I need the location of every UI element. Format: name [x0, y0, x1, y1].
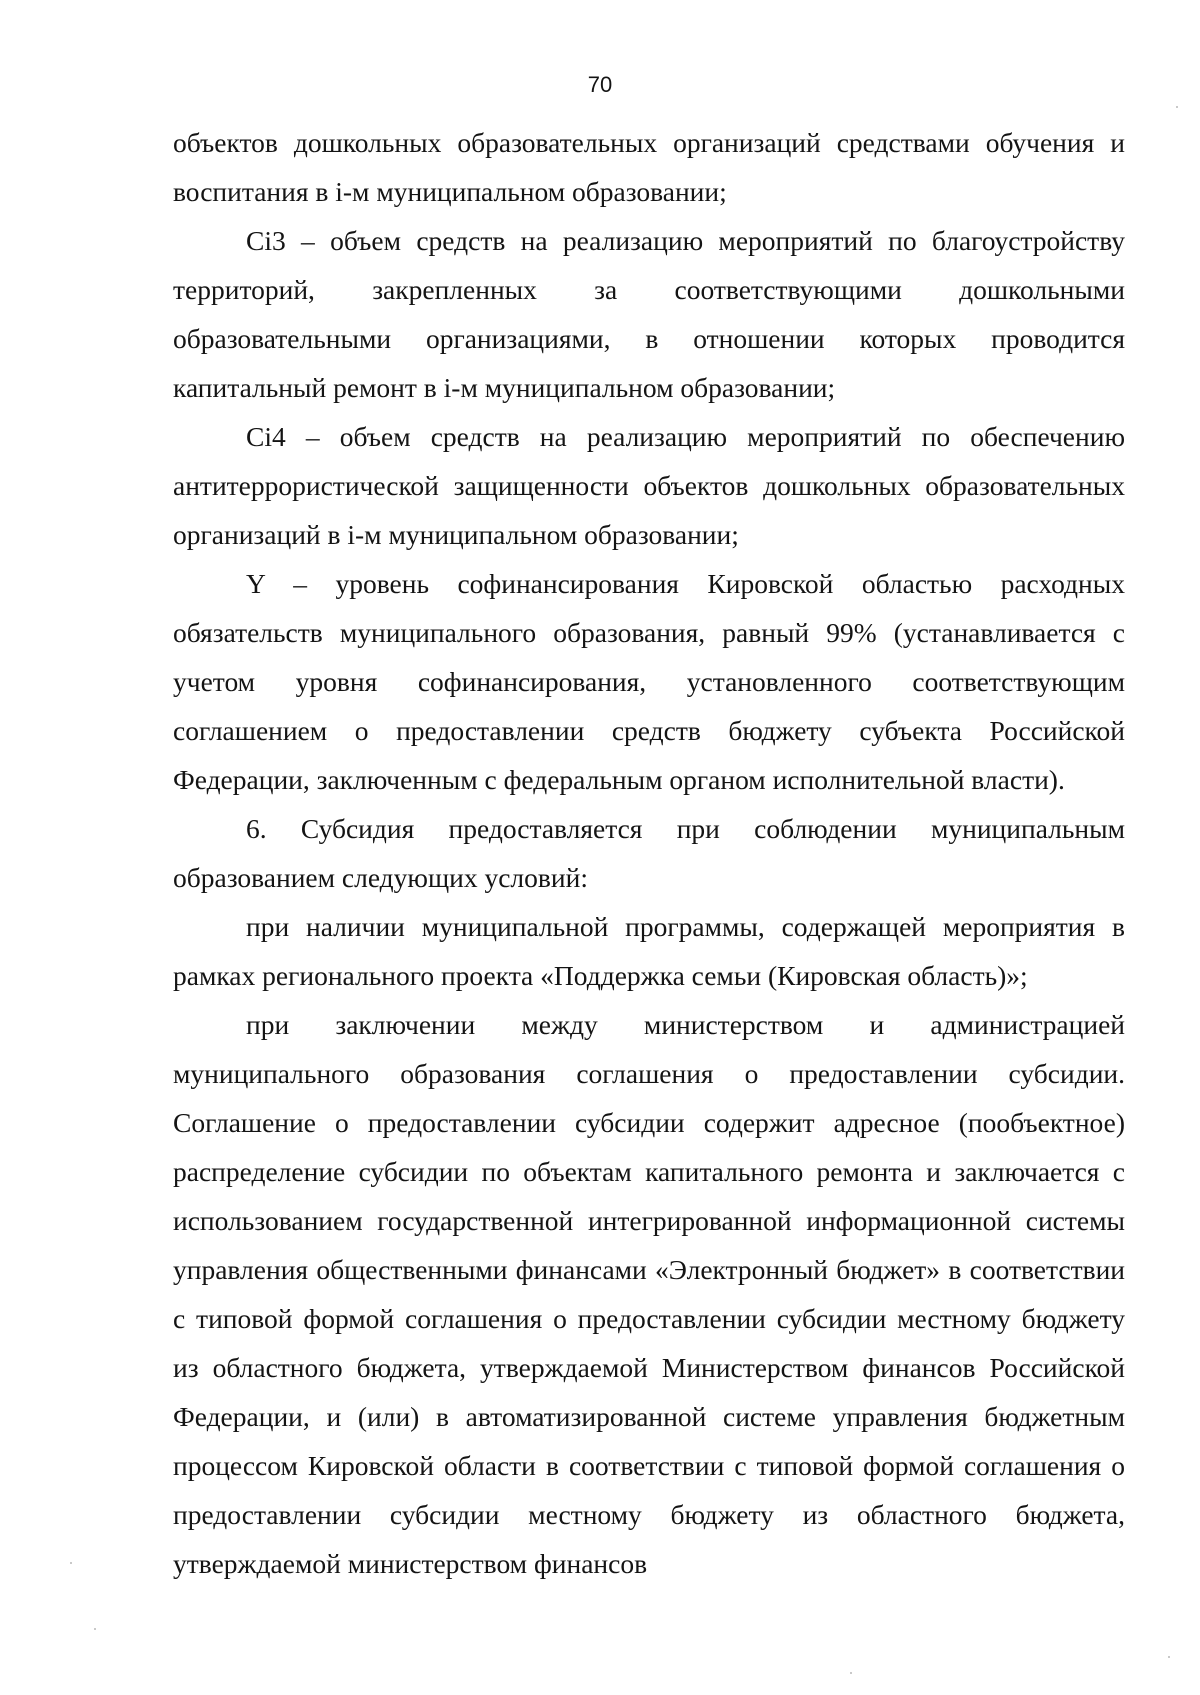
page-number: 70 — [587, 72, 613, 97]
scan-speck — [850, 1672, 852, 1674]
body-text — [173, 118, 1125, 1588]
paragraph-condition-program: при наличии муниципальной программы, содержащей мероприятия в рамках регионального проекта «Поддержка семьи (Кировская область)»; — [173, 911, 1125, 991]
scan-speck — [1168, 1656, 1170, 1658]
scan-speck — [1176, 106, 1178, 108]
paragraph-section-6: 6. Субсидия предоставляется при соблюдении муниципальным образованием следующих условий: — [173, 813, 1125, 893]
paragraph-condition-agreement: при заключении между министерством и администрацией муниципального образования соглашения о предоставлении субсидии. Соглашение о предоставлении субсидии содержит адресное (пообъектное) распределение субсидии по объектам капитального ремонта и заключается с использованием государственной интегрированной информационной системы управления общественными финансами «Электронный бюджет» в соответствии с типовой формой соглашения о предоставлении субсидии местному бюджету из областного бюджета, утверждаемой Министерством финансов Российской Федерации, и (или) в автоматизированной системе управления бюджетным процессом Кировской области в соответствии с типовой формой соглашения о предоставлении субсидии местному бюджету из областного бюджета, утверждаемой министерством финансов — [173, 1009, 1125, 1579]
scan-speck — [94, 1628, 96, 1630]
paragraph-ci4-definition: Ci4 – объем средств на реализацию мероприятий по обеспечению антитеррористической защищенности объектов дошкольных образовательных организаций в i-м муниципальном образовании; — [173, 421, 1125, 550]
paragraph-ci3-definition: Ci3 – объем средств на реализацию мероприятий по благоустройству территорий, закрепленных за соответствующими дошкольными образовательными организациями, в отношении которых проводится капитальный ремонт в i-м муниципальном образовании; — [173, 225, 1125, 403]
paragraph-continuation: объектов дошкольных образовательных организаций средствами обучения и воспитания в i-м муниципальном образовании; — [173, 127, 1125, 207]
scan-speck — [70, 1562, 72, 1564]
paragraph-y-definition: Y – уровень софинансирования Кировской областью расходных обязательств муниципального образования, равный 99% (устанавливается с учетом уровня софинансирования, установленного соответствующим соглашением о предоставлении средств бюджету субъекта Российской Федерации, заключенным с федеральным органом исполнительной власти). — [173, 568, 1125, 795]
